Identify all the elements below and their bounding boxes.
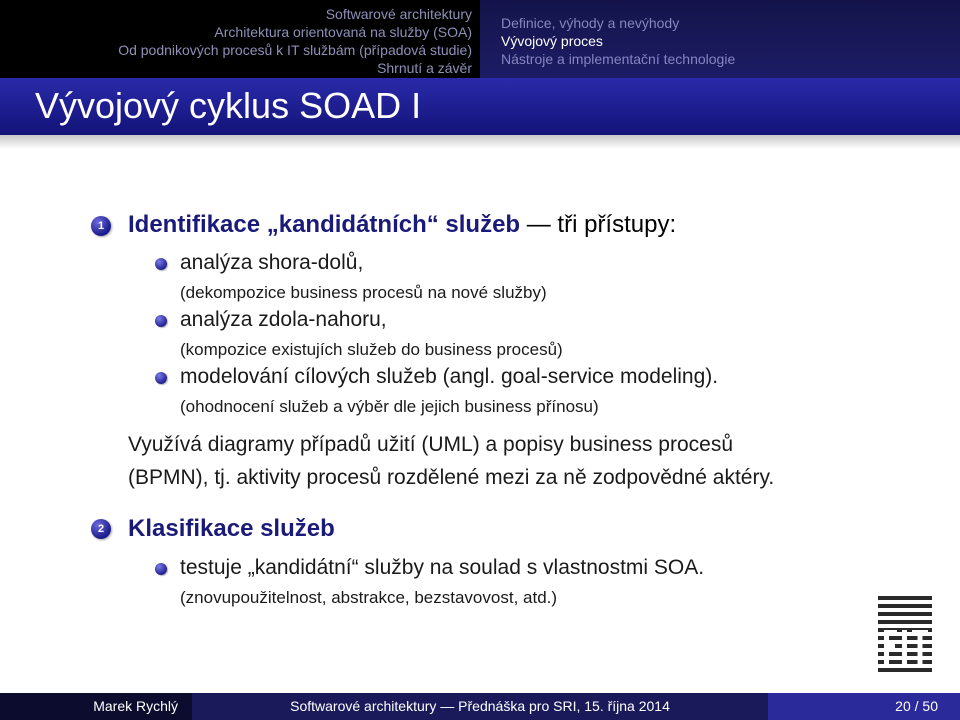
enum-number-icon: 1: [91, 216, 111, 236]
paragraph-line: Využívá diagramy případů užití (UML) a popisy business procesů: [128, 433, 734, 456]
fit-logo-icon: [878, 596, 932, 672]
bullet-note: (kompozice existujích služeb do business procesů): [180, 340, 563, 359]
item-heading: [128, 515, 335, 543]
heading-rest: — tři přístupy:: [526, 211, 677, 238]
bullet-icon: [155, 315, 167, 327]
nav-subsection-link[interactable]: Definice, výhody a nevýhody: [501, 15, 680, 31]
bullet-text: testuje „kandidátní“ služby na soulad s vlastnostmi SOA.: [180, 556, 705, 579]
bullet-icon: [155, 372, 167, 384]
heading-bold: Klasifikace služeb: [128, 515, 335, 542]
enum-number-icon: 2: [91, 519, 111, 539]
nav-subsection-link-active[interactable]: Vývojový proces: [501, 33, 603, 49]
bullet-icon: [155, 563, 167, 575]
paragraph-line: (BPMN), tj. aktivity procesů rozdělené mezi za ně zodpovědné aktéry.: [128, 466, 775, 489]
heading-bold: „kandidátních“ služeb: [266, 211, 521, 238]
slide-title-bar: [0, 78, 960, 135]
footer-author: Marek Rychlý: [0, 693, 192, 720]
bullet-note: (ohodnocení služeb a výběr dle jejich business přínosu): [180, 397, 599, 416]
nav-section-link[interactable]: Od podnikových procesů k IT službám (případová studie): [118, 42, 472, 58]
nav-section-link[interactable]: Shrnutí a závěr: [377, 60, 472, 76]
footer-bar: [0, 693, 960, 720]
heading-bold: Identifikace: [128, 211, 261, 238]
bullet-icon: [155, 258, 167, 270]
bullet-note: (znovupoužitelnost, abstrakce, bezstavovost, atd.): [180, 588, 558, 607]
title-shadow: [0, 135, 960, 149]
item-heading: [128, 211, 676, 239]
bullet-note: (dekompozice business procesů na nové služby): [180, 283, 547, 302]
bullet-text: modelování cílových služeb (angl. goal-service modeling).: [180, 365, 719, 388]
subsection-navigation: [480, 0, 960, 78]
nav-section-link[interactable]: Architektura orientovaná na služby (SOA): [214, 24, 472, 40]
navigation-bar: [0, 0, 960, 78]
section-navigation: [0, 0, 480, 78]
footer-page-number: 20 / 50: [768, 693, 960, 720]
footer-title: Softwarové architektury — Přednáška pro SRI, 15. října 2014: [192, 693, 768, 720]
nav-section-link[interactable]: Softwarové architektury: [325, 6, 472, 22]
nav-subsection-link[interactable]: Nástroje a implementační technologie: [501, 51, 736, 67]
slide-title: Vývojový cyklus SOAD I: [35, 85, 422, 126]
bullet-text: analýza zdola-nahoru,: [180, 308, 387, 331]
bullet-text: analýza shora-dolů,: [180, 251, 364, 274]
